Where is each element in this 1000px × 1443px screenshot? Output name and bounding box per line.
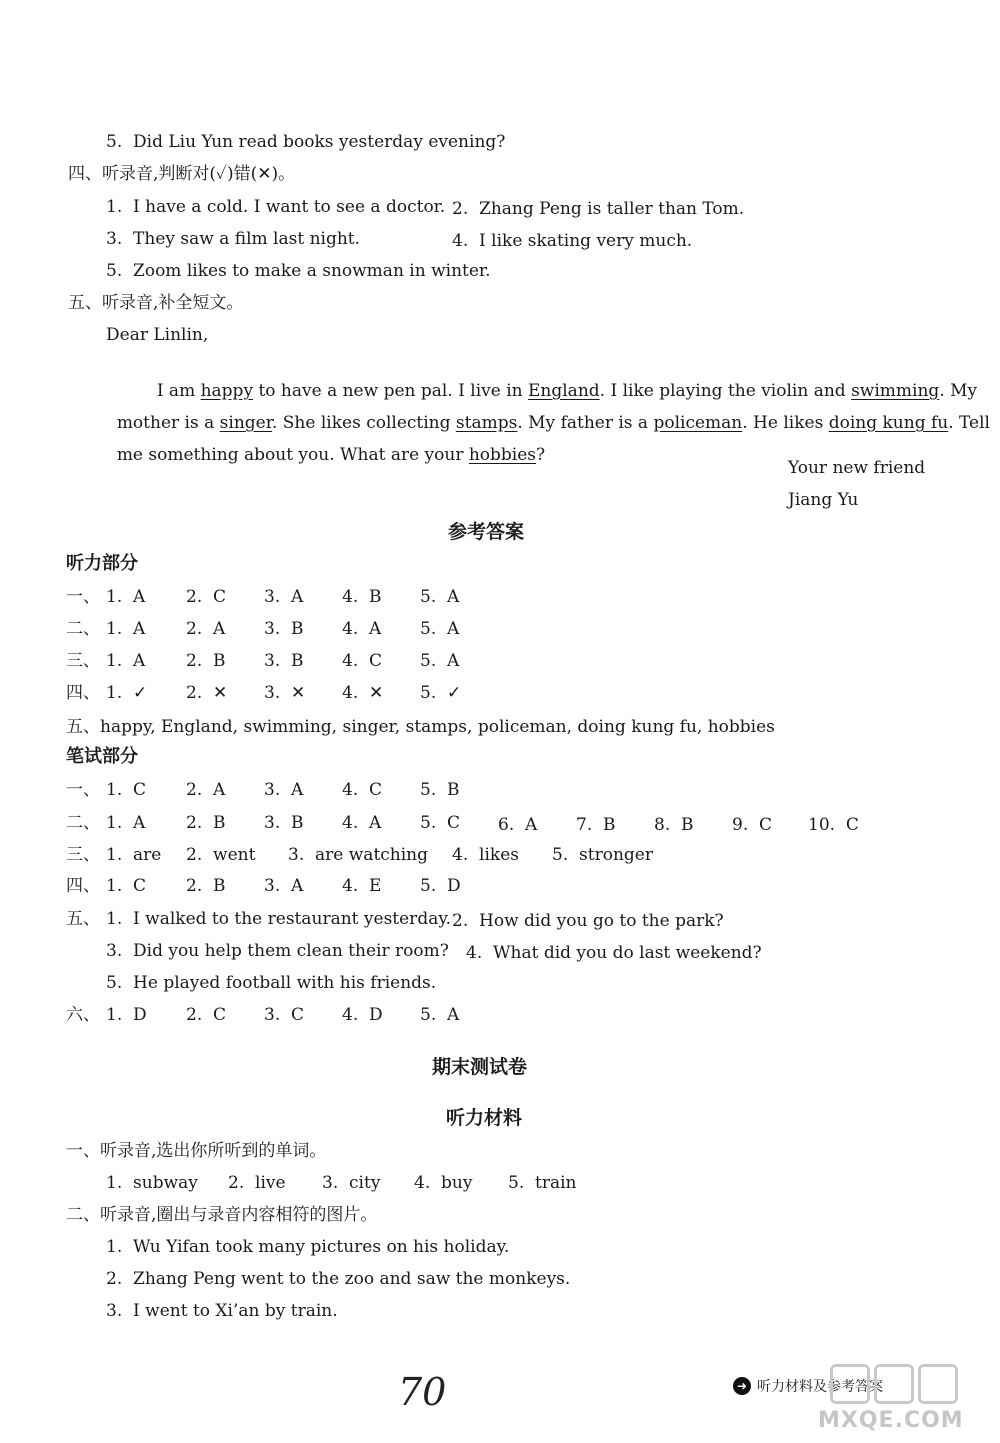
listening-answer-row-5: 五、happy, England, swimming, singer, stamps, policeman, doing kung fu, hobbies bbox=[66, 717, 775, 737]
answer-item: 6. A bbox=[498, 815, 538, 835]
answer-item: 2. B bbox=[186, 651, 226, 671]
q3-item-5: 5. Did Liu Yun read books yesterday evening? bbox=[106, 132, 506, 152]
sec4-item-2: 2. Zhang Peng is taller than Tom. bbox=[452, 199, 745, 219]
word-item: 3. city bbox=[322, 1173, 381, 1193]
listening-part-label: 听力部分 bbox=[66, 553, 138, 574]
answer-item: 5. He played football with his friends. bbox=[106, 973, 437, 993]
answer-item: 5. A bbox=[420, 651, 460, 671]
row-prefix: 四、 bbox=[66, 683, 100, 703]
final-sec2-item-1: 1. Wu Yifan took many pictures on his holiday. bbox=[106, 1237, 510, 1257]
word-item: 5. train bbox=[508, 1173, 577, 1193]
answer-item: 5. stronger bbox=[552, 845, 653, 865]
watermark-icon bbox=[874, 1364, 914, 1404]
written-part-label: 笔试部分 bbox=[66, 746, 138, 767]
answer-item: 1. C bbox=[106, 876, 147, 896]
answer-item: 2. C bbox=[186, 587, 227, 607]
answer-item: 2. A bbox=[186, 780, 226, 800]
answer-item: 1. A bbox=[106, 587, 146, 607]
answer-item: 1. A bbox=[106, 619, 146, 639]
answer-item: 3. Did you help them clean their room? bbox=[106, 941, 449, 961]
answer-item: 10. C bbox=[808, 815, 859, 835]
final-sec2-heading: 二、听录音,圈出与录音内容相符的图片。 bbox=[66, 1205, 378, 1225]
answer-item: 4. C bbox=[342, 651, 383, 671]
row-prefix: 二、 bbox=[66, 619, 100, 639]
answer-item: 4. C bbox=[342, 780, 383, 800]
sec4-item-1: 1. I have a cold. I want to see a doctor. bbox=[106, 197, 446, 217]
answer-item: 5. D bbox=[420, 876, 461, 896]
answer-item: 3. B bbox=[264, 651, 304, 671]
row-prefix: 四、 bbox=[66, 876, 100, 896]
answer-item: 2. B bbox=[186, 813, 226, 833]
answer-item: 4. What did you do last weekend? bbox=[466, 943, 762, 963]
answer-item: 5. C bbox=[420, 813, 461, 833]
letter-text: . My bbox=[939, 381, 978, 401]
watermark-text: MXQE.COM bbox=[818, 1408, 964, 1433]
blank-answer: swimming bbox=[851, 381, 940, 401]
word-item: 1. subway bbox=[106, 1173, 198, 1193]
answer-item: 4. E bbox=[342, 876, 382, 896]
final-sec2-item-2: 2. Zhang Peng went to the zoo and saw the monkeys. bbox=[106, 1269, 571, 1289]
answer-item: 5. ✓ bbox=[420, 683, 462, 703]
listening-material-subtitle: 听力材料 bbox=[446, 1107, 523, 1129]
answer-item: 3. B bbox=[264, 619, 304, 639]
answer-item: 3. are watching bbox=[288, 845, 429, 865]
letter-text: . I like playing the violin and bbox=[599, 381, 852, 401]
blank-answer: hobbies bbox=[468, 445, 537, 465]
answer-item: 8. B bbox=[654, 815, 694, 835]
blank-answer: stamps bbox=[455, 413, 518, 433]
answer-item: 2. How did you go to the park? bbox=[452, 911, 724, 931]
blank-answer: England bbox=[528, 381, 600, 401]
answer-item: 4. ✕ bbox=[342, 683, 384, 703]
row-prefix: 三、 bbox=[66, 845, 100, 865]
answer-item: 9. C bbox=[732, 815, 773, 835]
answer-item: 3. ✕ bbox=[264, 683, 306, 703]
letter-paragraph-line-3 bbox=[106, 422, 545, 466]
letter-text: me something about you. What are your bbox=[116, 445, 469, 465]
letter-text: ? bbox=[536, 445, 546, 465]
blank-answer: singer bbox=[219, 413, 272, 433]
letter-greeting: Dear Linlin, bbox=[106, 325, 209, 345]
answer-item: 2. ✕ bbox=[186, 683, 228, 703]
watermark-icon bbox=[918, 1364, 958, 1404]
answer-item: 3. B bbox=[264, 813, 304, 833]
row-prefix: 三、 bbox=[66, 651, 100, 671]
footer-text: 听力材料及参考答案 bbox=[757, 1379, 883, 1395]
page-number: 70 bbox=[398, 1370, 447, 1414]
letter-text: to have a new pen pal. I live in bbox=[253, 381, 528, 401]
row-prefix: 一、 bbox=[66, 780, 100, 800]
answer-item: 1. A bbox=[106, 651, 146, 671]
answer-item: 3. C bbox=[264, 1005, 305, 1025]
section-4-heading: 四、听录音,判断对(✓)错(✕)。 bbox=[68, 164, 296, 184]
letter-text: . My father is a bbox=[517, 413, 654, 433]
section-5-heading: 五、听录音,补全短文。 bbox=[68, 293, 244, 313]
answer-item: 1. are bbox=[106, 845, 162, 865]
answer-item: 7. B bbox=[576, 815, 616, 835]
final-exam-title: 期末测试卷 bbox=[432, 1056, 528, 1078]
sec4-item-4: 4. I like skating very much. bbox=[452, 231, 693, 251]
answer-item: 4. D bbox=[342, 1005, 383, 1025]
blank-answer: policeman bbox=[653, 413, 743, 433]
answer-item: 3. A bbox=[264, 876, 304, 896]
row-prefix: 二、 bbox=[66, 813, 100, 833]
answer-item: 4. B bbox=[342, 587, 382, 607]
watermark-icon bbox=[830, 1364, 870, 1404]
answer-item: 1. D bbox=[106, 1005, 147, 1025]
blank-answer: doing kung fu bbox=[828, 413, 949, 433]
letter-text: . He likes bbox=[742, 413, 829, 433]
letter-signature: Jiang Yu bbox=[788, 490, 859, 510]
answer-item: 1. ✓ bbox=[106, 683, 148, 703]
sec4-item-5: 5. Zoom likes to make a snowman in winter. bbox=[106, 261, 491, 281]
letter-text: . She likes collecting bbox=[271, 413, 456, 433]
answer-item: 3. A bbox=[264, 780, 304, 800]
answer-item: 5. A bbox=[420, 619, 460, 639]
arrow-right-icon: ➜ bbox=[733, 1377, 751, 1395]
letter-text: I am bbox=[156, 381, 201, 401]
answer-item: 1. A bbox=[106, 813, 146, 833]
row-prefix: 六、 bbox=[66, 1005, 100, 1025]
answer-item: 5. A bbox=[420, 587, 460, 607]
answer-item: 4. likes bbox=[452, 845, 519, 865]
answer-item: 2. A bbox=[186, 619, 226, 639]
letter-text: . Tell bbox=[948, 413, 990, 433]
row-prefix: 五、 bbox=[66, 909, 100, 929]
blank-answer: happy bbox=[200, 381, 254, 401]
answer-item: 4. A bbox=[342, 619, 382, 639]
letter-text: mother is a bbox=[116, 413, 220, 433]
word-item: 2. live bbox=[228, 1173, 286, 1193]
answer-item: 1. C bbox=[106, 780, 147, 800]
word-item: 4. buy bbox=[414, 1173, 473, 1193]
sec4-item-3: 3. They saw a film last night. bbox=[106, 229, 361, 249]
answer-item: 2. C bbox=[186, 1005, 227, 1025]
answer-item: 3. A bbox=[264, 587, 304, 607]
final-sec1-heading: 一、听录音,选出你所听到的单词。 bbox=[66, 1141, 327, 1161]
answer-item: 5. B bbox=[420, 780, 460, 800]
final-sec2-item-3: 3. I went to Xi’an by train. bbox=[106, 1301, 338, 1321]
answer-item: 5. A bbox=[420, 1005, 460, 1025]
answers-title: 参考答案 bbox=[448, 521, 525, 543]
row-prefix: 一、 bbox=[66, 587, 100, 607]
answer-item: 2. went bbox=[186, 845, 256, 865]
answer-item: 4. A bbox=[342, 813, 382, 833]
answer-item: 2. B bbox=[186, 876, 226, 896]
letter-closing: Your new friend bbox=[788, 458, 926, 478]
answer-item: 1. I walked to the restaurant yesterday. bbox=[106, 909, 452, 929]
